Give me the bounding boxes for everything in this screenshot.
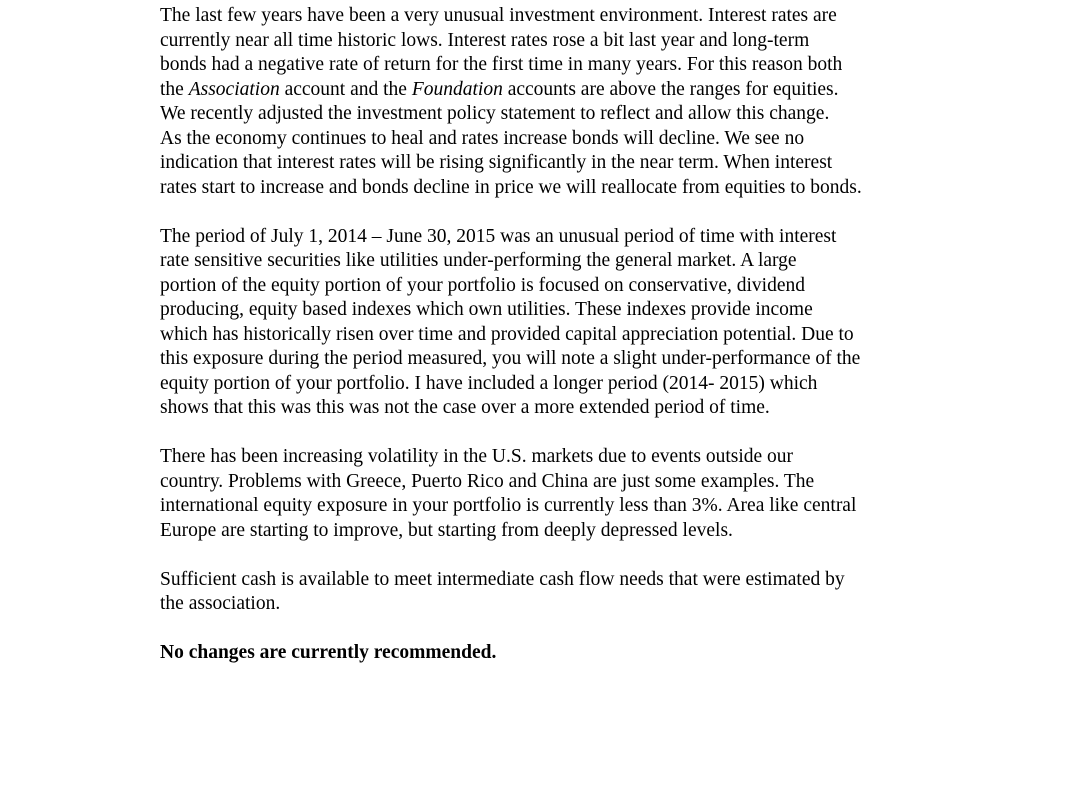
text-line: We recently adjusted the investment policy statement to reflect and allow this change. bbox=[160, 103, 830, 124]
text-line: Europe are starting to improve, but starting from deeply depressed levels. bbox=[160, 519, 733, 541]
text-line: shows that this was this was not the case over a more extended period of time. bbox=[160, 397, 770, 418]
foundation-term: Foundation bbox=[411, 78, 503, 100]
conclusion-text: No changes are currently recommended. bbox=[160, 642, 497, 663]
text-line: There has been increasing volatility in the U.S. markets due to events outside our bbox=[160, 446, 794, 467]
text-line: currently near all time historic lows. Interest rates rose a bit last year and long-term bbox=[160, 29, 810, 51]
association-term: Association bbox=[188, 78, 280, 100]
text-line: The last few years have been a very unusual investment environment. Interest rates are bbox=[160, 5, 837, 26]
conclusion-statement bbox=[160, 641, 940, 666]
paragraph-cash-availability bbox=[160, 568, 940, 617]
text-line: indication that interest rates will be rising significantly in the near term. When interest bbox=[160, 152, 833, 173]
text-line: international equity exposure in your portfolio is currently less than 3%. Area like central bbox=[160, 495, 857, 516]
text-line: producing, equity based indexes which own utilities. These indexes provide income bbox=[160, 299, 813, 320]
paragraph-period-performance bbox=[160, 225, 940, 421]
text-line: rates start to increase and bonds decline in price we will reallocate from equities to bonds. bbox=[160, 176, 862, 198]
text-line: rate sensitive securities like utilities under-performing the general market. A large bbox=[160, 250, 797, 271]
paragraph-market-volatility bbox=[160, 445, 940, 543]
text-line: the association. bbox=[160, 593, 281, 614]
text-line: country. Problems with Greece, Puerto Rico and China are just some examples. The bbox=[160, 470, 815, 492]
document-page bbox=[160, 4, 940, 690]
text-line: Sufficient cash is available to meet intermediate cash flow needs that were estimated by bbox=[160, 568, 845, 590]
text-line: this exposure during the period measured, you will note a slight under-performance of the bbox=[160, 348, 861, 369]
text-line: As the economy continues to heal and rates increase bonds will decline. We see no bbox=[160, 127, 805, 149]
text-line: equity portion of your portfolio. I have included a longer period (2014- 2015) which bbox=[160, 372, 818, 394]
text-line: portion of the equity portion of your portfolio is focused on conservative, dividend bbox=[160, 274, 805, 296]
text-line: bonds had a negative rate of return for the first time in many years. For this reason both bbox=[160, 54, 843, 75]
text-line: The period of July 1, 2014 – June 30, 2015 was an unusual period of time with interest bbox=[160, 225, 837, 247]
paragraph-investment-environment bbox=[160, 4, 940, 200]
text-line: which has historically risen over time and provided capital appreciation potential. Due to bbox=[160, 323, 854, 345]
text-line: the Association account and the Foundation accounts are above the ranges for equities. bbox=[160, 78, 839, 100]
